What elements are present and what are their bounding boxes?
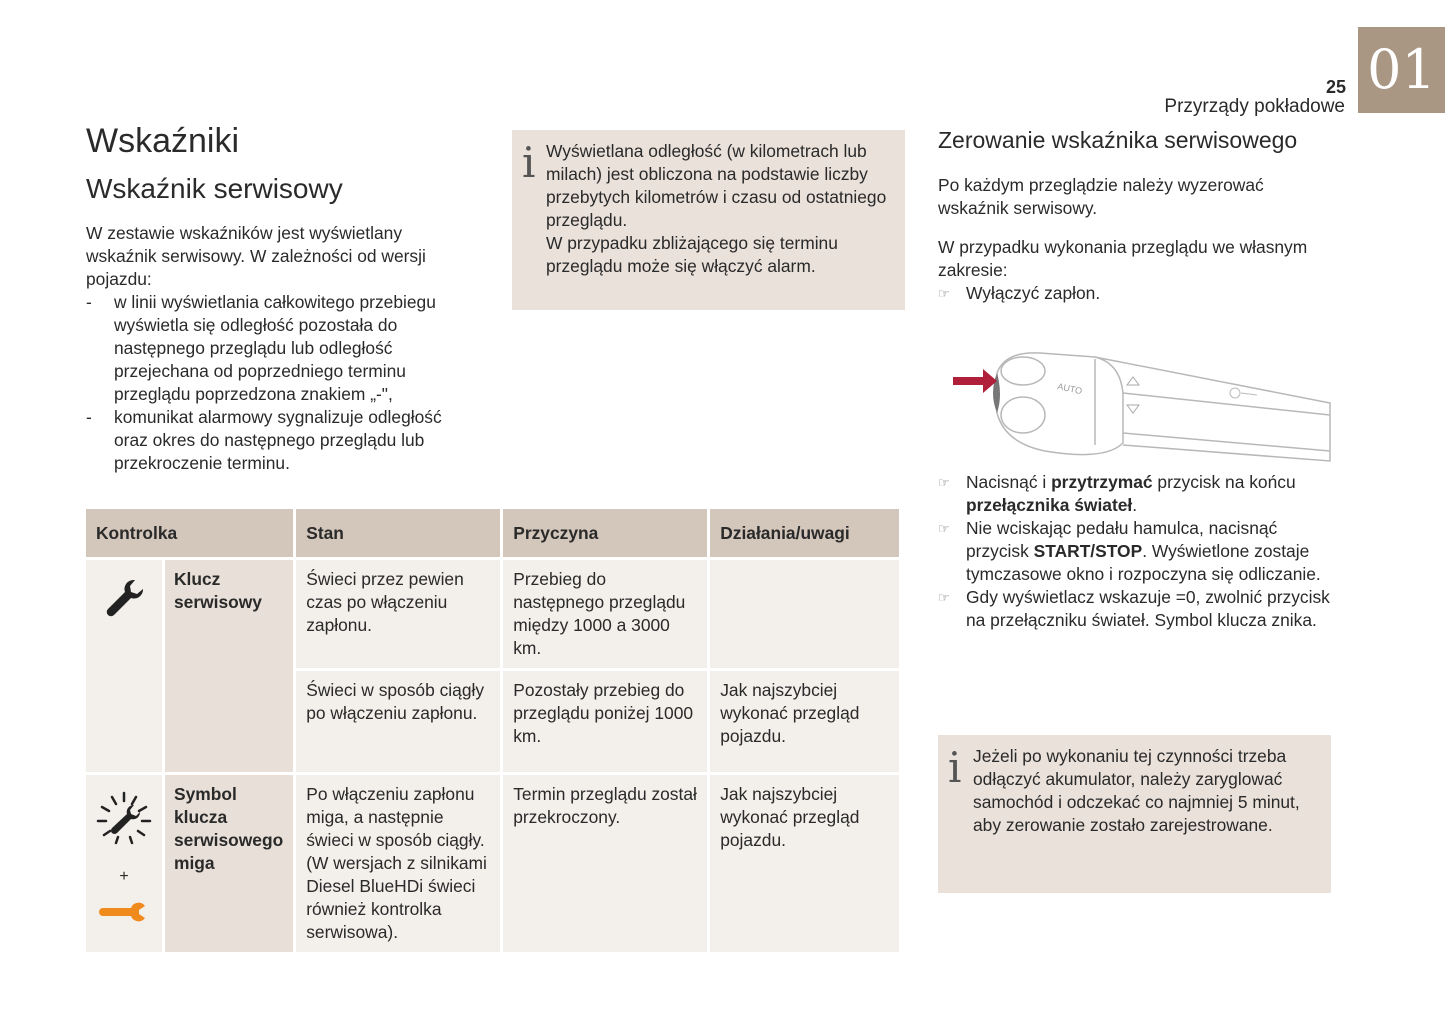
- section-name: Przyrządy pokładowe: [1164, 96, 1345, 117]
- illustration-label: AUTO: [1056, 381, 1083, 397]
- info-text: Jeżeli po wykonaniu tej czynności trzeba odłączyć akumulator, należy zaryglować samochód i odczekać co najmniej 5 minut, aby zerowanie zostało zarejestrowane.: [973, 746, 1300, 835]
- indicator-table: [83, 506, 902, 955]
- icon-cell: [86, 560, 162, 772]
- reset-paragraph: [938, 236, 1328, 305]
- intro-bullets: [86, 291, 466, 475]
- indicator-name: Klucz serwisowy: [165, 560, 293, 772]
- table-cell: Termin przeglądu został przekroczony.: [503, 775, 707, 952]
- plus-sign: +: [119, 868, 129, 885]
- table-cell: Świeci w sposób ciągły po włączeniu zapłonu.: [296, 671, 500, 772]
- column-header: Działania/uwagi: [710, 509, 899, 557]
- table-cell: Świeci przez pewien czas po włączeniu zapłonu.: [296, 560, 500, 668]
- table-cell: [710, 560, 899, 668]
- list-item: ☞ Nacisnąć i przytrzymać przycisk na końcu przełącznika świateł.: [938, 471, 1338, 517]
- table-cell: Jak najszybciej wykonać przegląd pojazdu.: [710, 775, 899, 952]
- info-icon: i: [522, 138, 536, 187]
- list-item: ☞ Gdy wyświetlacz wskazuje =0, zwolnić przycisk na przełączniku świateł. Symbol klucza znika.: [938, 586, 1338, 632]
- column-header: Przyczyna: [503, 509, 707, 557]
- flashing-wrench-icon: [92, 789, 156, 849]
- icon-cell: [86, 775, 162, 952]
- table-header-row: [86, 509, 899, 557]
- list-item: ☞ Wyłączyć zapłon.: [938, 282, 1328, 305]
- orange-wrench-icon: [99, 900, 149, 924]
- reset-text: W przypadku wykonania przeglądu we własnym zakresie:: [938, 237, 1308, 280]
- page-subtitle: Wskaźnik serwisowy: [86, 173, 343, 204]
- intro-section: [86, 222, 466, 475]
- table-cell: Przebieg do następnego przeglądu między 1000 a 3000 km.: [503, 560, 707, 668]
- table-cell: Jak najszybciej wykonać przegląd pojazdu.: [710, 671, 899, 772]
- reset-title: Zerowanie wskaźnika serwisowego: [938, 127, 1298, 153]
- indicator-name: Symbol klucza serwisowego miga: [165, 775, 293, 952]
- list-item: - w linii wyświetlania całkowitego przebiegu wyświetla się odległość pozostała do następnego przeglądu lub odległość przejechana od poprzedniego terminu przeglądu poprzedzona znakiem „-",: [86, 291, 466, 406]
- light-switch-illustration: [945, 333, 1337, 468]
- chapter-number: 01: [1358, 27, 1445, 113]
- page-number: 25: [1325, 77, 1346, 97]
- info-text: W przypadku zbliżającego się terminu przeglądu może się włączyć alarm.: [546, 233, 838, 276]
- reset-paragraph: Po każdym przeglądzie należy wyzerować wskaźnik serwisowy.: [938, 175, 1264, 218]
- reset-prestep: [938, 282, 1328, 305]
- wrench-icon: [100, 574, 148, 622]
- table-row: [86, 560, 899, 668]
- column-header: Kontrolka: [86, 509, 293, 557]
- reset-steps: [938, 471, 1338, 632]
- column-header: Stan: [296, 509, 500, 557]
- info-icon: i: [948, 743, 962, 792]
- list-item: - komunikat alarmowy sygnalizuje odległość oraz okres do następnego przeglądu lub przekroczenie terminu.: [86, 406, 466, 475]
- table-cell: Pozostały przebieg do przeglądu poniżej 1000 km.: [503, 671, 707, 772]
- table-cell: Po włączeniu zapłonu miga, a następnie świeci w sposób ciągły. (W wersjach z silnikami Diesel BlueHDi świeci również kontrolka serwisowa).: [296, 775, 500, 952]
- table-row: [86, 775, 899, 952]
- list-item: ☞ Nie wciskając pedału hamulca, nacisnąć przycisk START/STOP. Wyświetlone zostaje tymczasowe okno i rozpoczyna się odliczanie.: [938, 517, 1338, 586]
- info-box-distance: [512, 130, 905, 310]
- info-box-battery: [938, 735, 1331, 893]
- info-text: Wyświetlana odległość (w kilometrach lub milach) jest obliczona na podstawie liczby przebytych kilometrów i czasu od ostatniego przeglądu.: [546, 141, 887, 230]
- intro-text: W zestawie wskaźników jest wyświetlany wskaźnik serwisowy. W zależności od wersji pojazdu:: [86, 223, 426, 289]
- page-title: Wskaźniki: [86, 122, 240, 160]
